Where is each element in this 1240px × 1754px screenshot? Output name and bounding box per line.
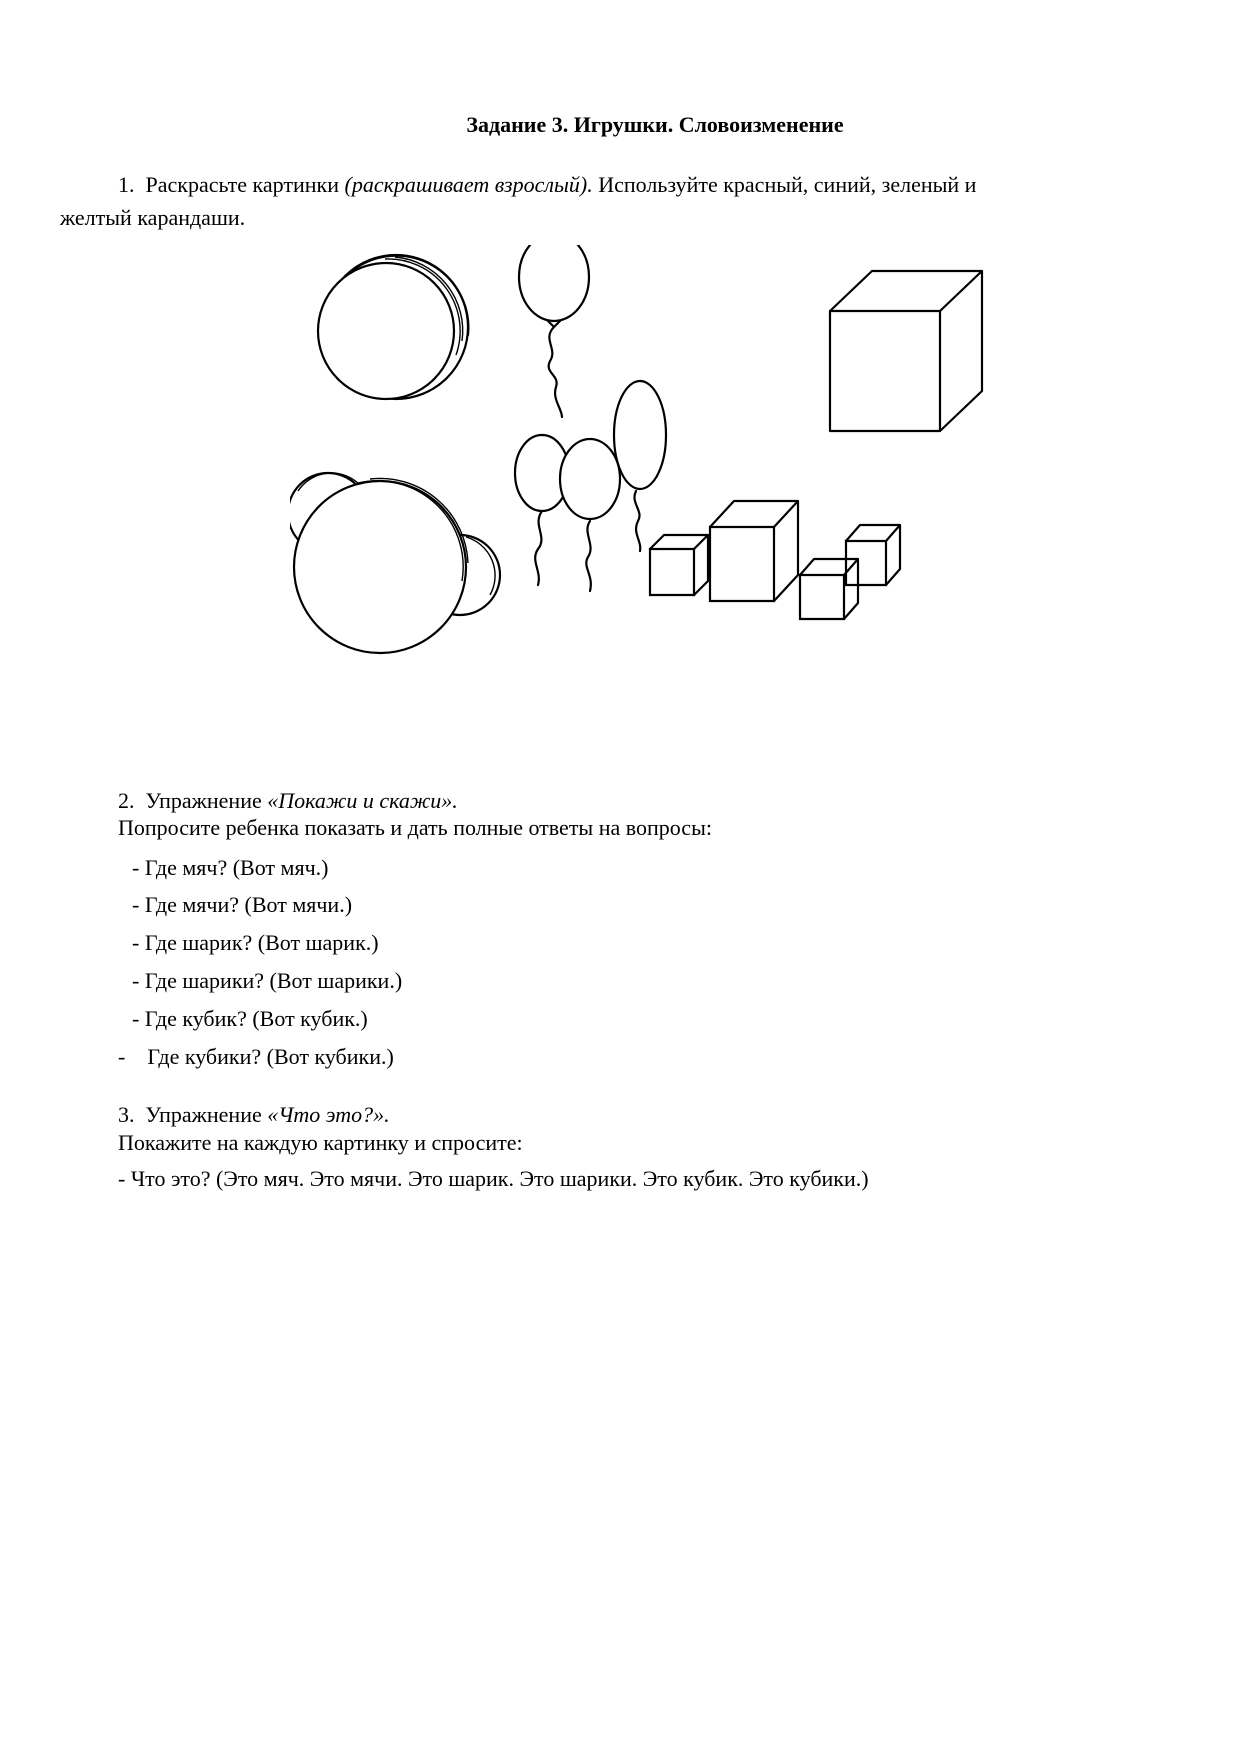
task2-item: - Где кубик? (Вот кубик.) xyxy=(132,1006,368,1031)
task1-number: 1. xyxy=(118,172,135,197)
task3-heading xyxy=(118,1102,390,1128)
page-title: Задание 3. Игрушки. Словоизменение xyxy=(466,112,844,137)
toys-illustration xyxy=(290,245,1030,705)
cubes-icon xyxy=(650,501,900,619)
task3-exercise-name: «Что это?». xyxy=(267,1102,390,1127)
task2-intro: Попросите ребенка показать и дать полные ответы на вопросы: xyxy=(118,815,712,840)
task2-item: - Где мяч? (Вот мяч.) xyxy=(132,855,329,880)
task3-intro: Покажите на каждую картинку и спросите: xyxy=(118,1130,523,1155)
task1-line1 xyxy=(118,172,976,198)
task1-text-c: желтый карандаши. xyxy=(60,205,246,230)
task2-item: - Где мячи? (Вот мячи.) xyxy=(132,892,353,917)
task3-number: 3. xyxy=(118,1102,135,1127)
task2-label: Упражнение xyxy=(145,788,268,813)
task2-exercise-name: «Покажи и скажи». xyxy=(267,788,458,813)
task1-italic: (раскрашивает взрослый). xyxy=(344,172,593,197)
cube-icon xyxy=(830,271,982,431)
task3-item: - Что это? (Это мяч. Это мячи. Это шарик. Это шарики. Это кубик. Это кубики.) xyxy=(118,1166,869,1191)
ball-icon xyxy=(318,255,468,399)
task2-item: - Где шарик? (Вот шарик.) xyxy=(132,930,379,955)
task2-item: - Где шарики? (Вот шарики.) xyxy=(132,968,403,993)
task2-number: 2. xyxy=(118,788,135,813)
task2-item: - Где кубики? (Вот кубики.) xyxy=(118,1044,394,1069)
balls-icon xyxy=(290,473,500,653)
task3-label: Упражнение xyxy=(145,1102,268,1127)
task1-text-a: Раскрасьте картинки xyxy=(145,172,345,197)
task2-heading xyxy=(118,788,458,814)
balloons-icon xyxy=(515,381,666,591)
task1-text-b: Используйте красный, синий, зеленый и xyxy=(592,172,977,197)
balloon-icon xyxy=(519,245,589,417)
